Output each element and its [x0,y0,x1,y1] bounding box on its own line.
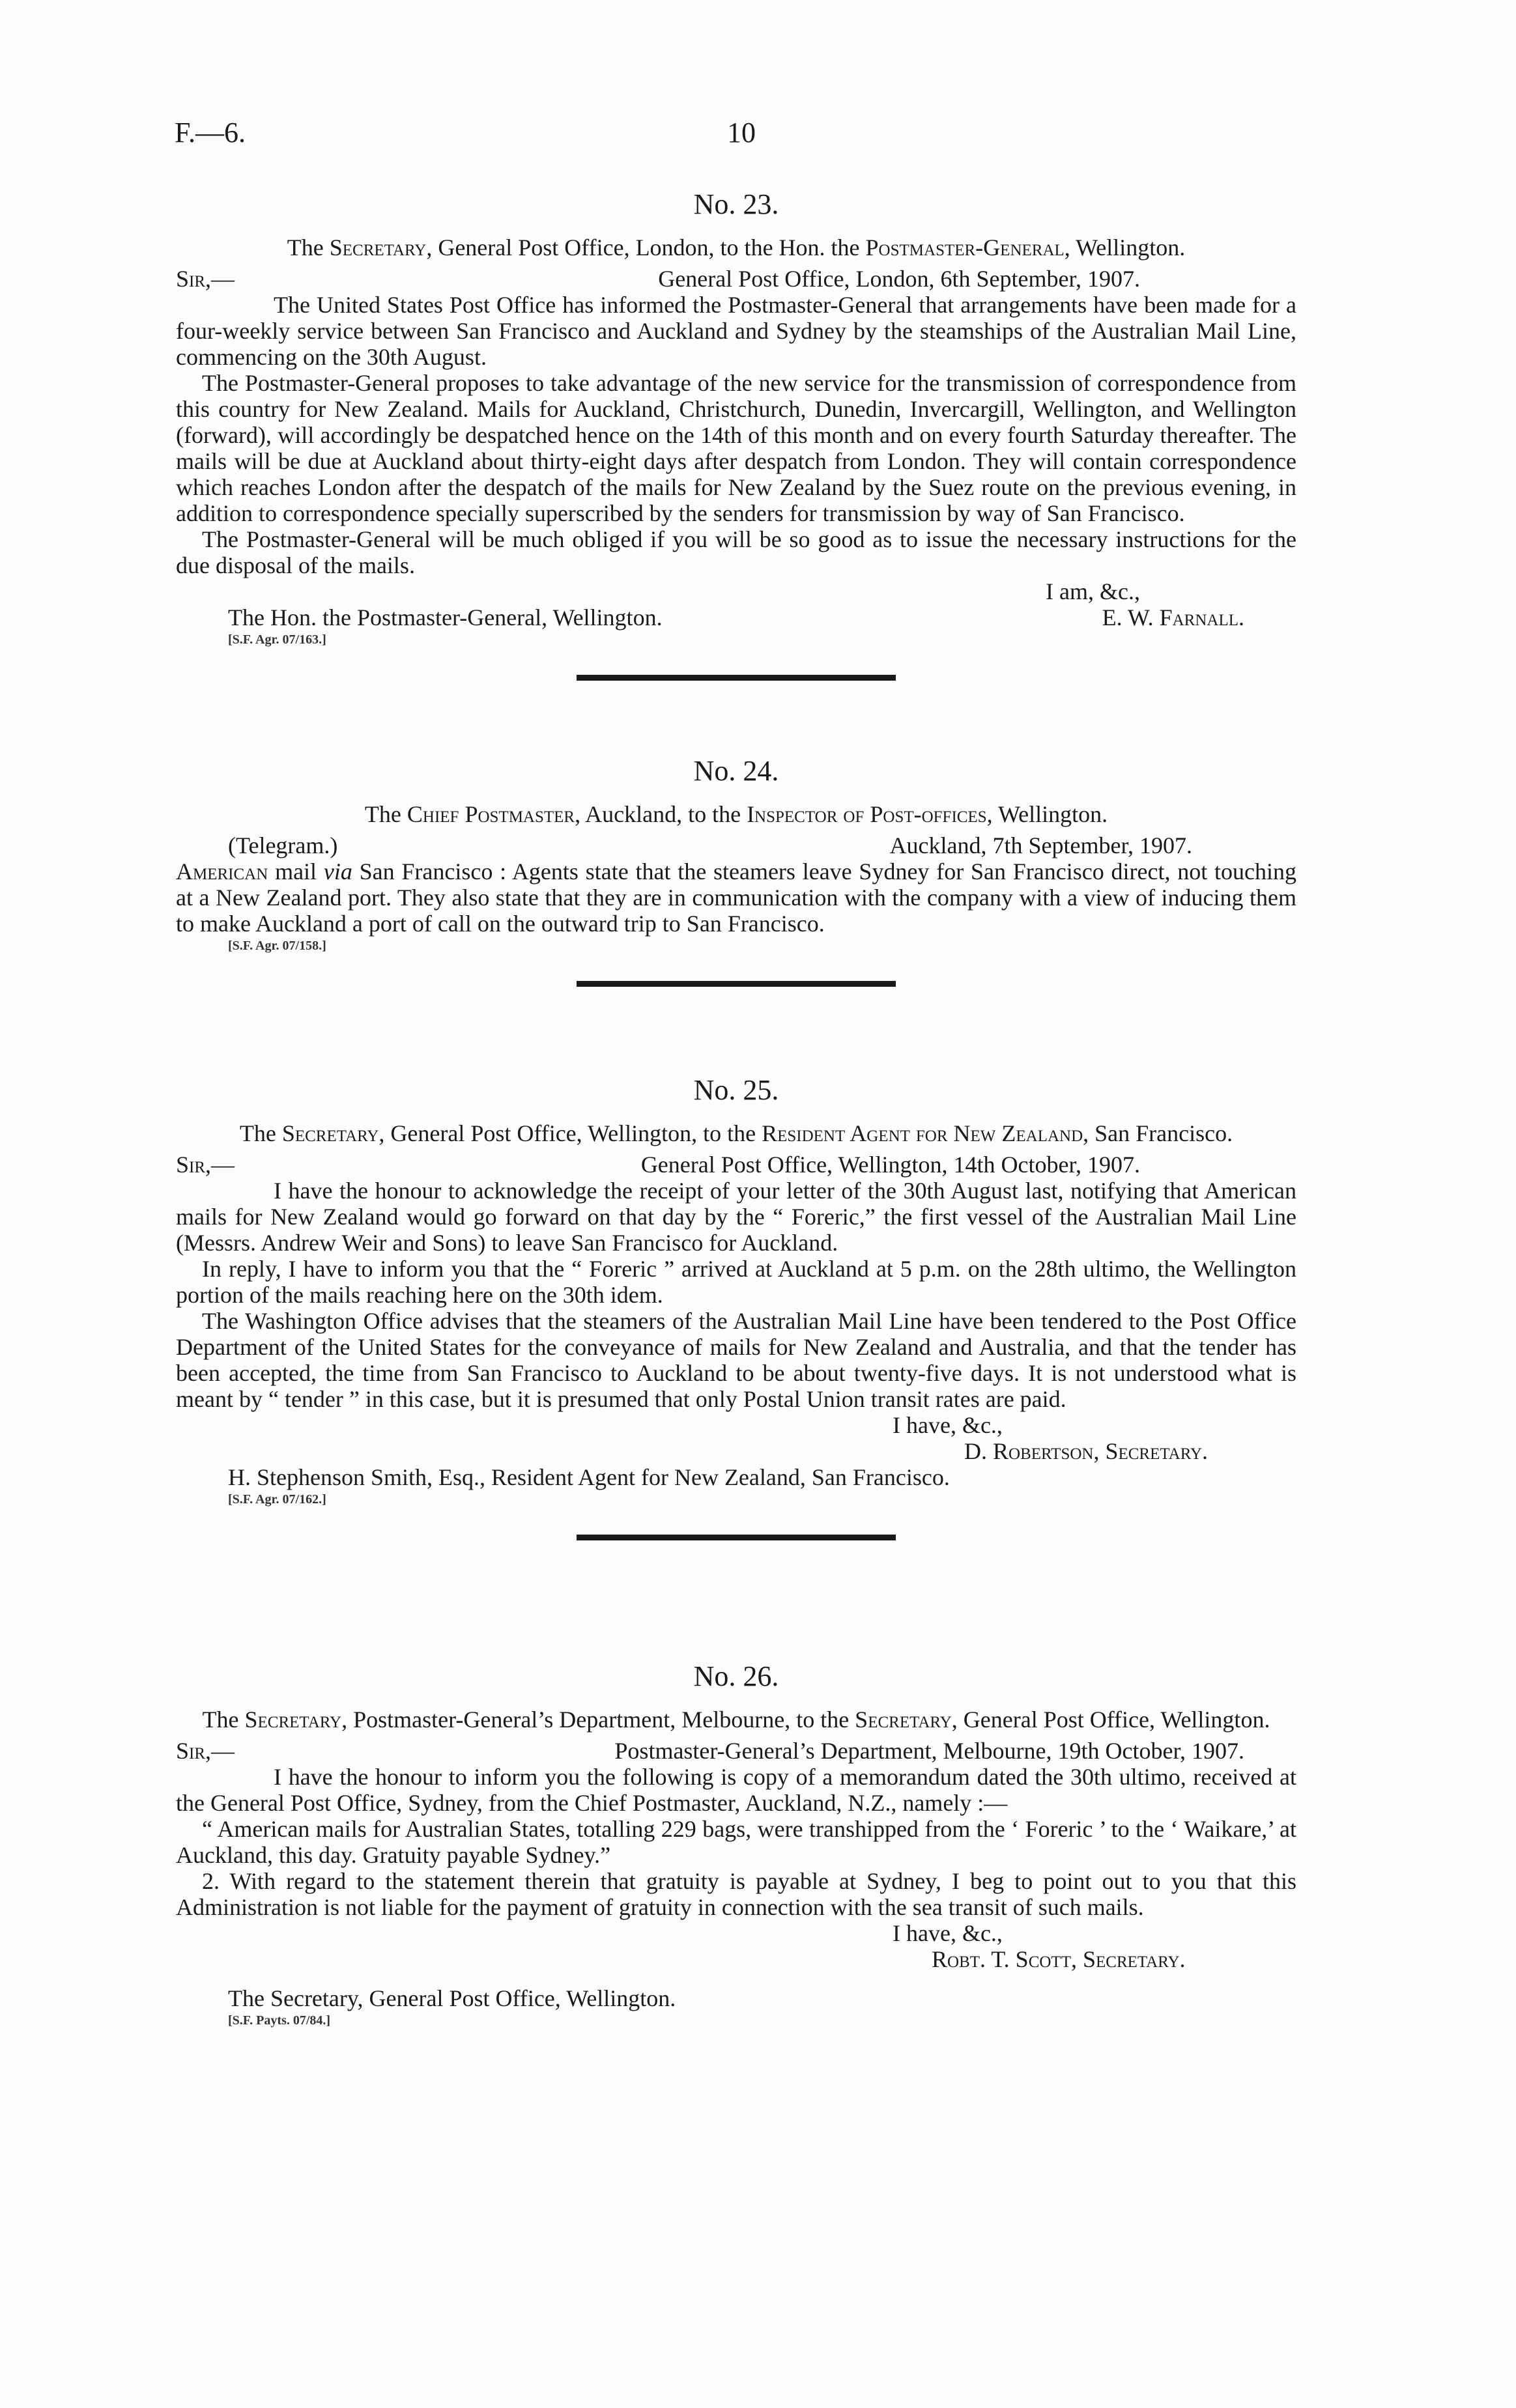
letter-number: No. 25. [693,1074,779,1106]
paragraph: “ American mails for Australian States, totalling 229 bags, were transhipped from the ‘ Foreric ’ to the ‘ Waikare,’ at Auckland, this day. Gratuity payable Sydney.” [176,1816,1296,1868]
recipient: The Secretary, General Post Office, Wellington. [228,1985,676,2011]
section-divider [577,1535,896,1540]
paragraph: The United States Post Office has informed the Postmaster-General that arrangements have been made for a four-weekly service between San Francisco and Auckland and Sydney by the steamships of the Australian Mail Line, commencing on the 30th August. [176,292,1296,370]
paragraph: I have the honour to acknowledge the receipt of your letter of the 30th August last, notifying that American mails for New Zealand would go forward on that day by the “ Foreric,” the first vessel of the Australian Mail Line (Messrs. Andrew Weir and Sons) to leave San Francisco for Auckland. [176,1178,1296,1256]
signature: D. Robertson, Secretary. [964,1438,1209,1464]
paragraph: The Washington Office advises that the steamers of the Australian Mail Line have been tendered to the Post Office Department of the United States for the conveyance of mails for New Zealand and Australia, and that the tender has been accepted, the time from San Francisco to Auckland to be about twenty-five days. It is not understood what is meant by “ tender ” in this case, but it is presumed that only Postal Union transit rates are paid. [176,1308,1296,1412]
closing: I have, &c., [893,1412,1003,1438]
dateline: General Post Office, London, 6th September, 1907. [658,266,1140,292]
letter-number: No. 24. [693,755,779,787]
recipient-row [176,604,1296,630]
letter-address: The Secretary, Postmaster-General’s Department, Melbourne, to the Secretary, General Post Office, Wellington. [202,1707,1270,1733]
letter-26 [176,1661,1296,2030]
paragraph: The Postmaster-General will be much obliged if you will be so good as to issue the necessary instructions for the due disposal of the mails. [176,526,1296,578]
file-reference: [S.F. Agr. 07/158.] [228,939,326,953]
letter-number: No. 23. [693,188,779,220]
closing: I am, &c., [1046,578,1140,604]
paragraph: In reply, I have to inform you that the “ Foreric ” arrived at Auckland at 5 p.m. on the 28th ultimo, the Wellington portion of the mails reaching here on the 30th idem. [176,1256,1296,1308]
paragraph: I have the honour to inform you the following is copy of a memorandum dated the 30th ultimo, received at the General Post Office, Sydney, from the Chief Postmaster, Auckland, N.Z., namely :— [176,1764,1296,1816]
signature: Robt. T. Scott, Secretary. [932,1946,1186,1972]
letter-25 [176,1075,1296,1540]
paragraph: 2. With regard to the statement therein that gratuity is payable at Sydney, I beg to point out to you that this Administration is not liable for the payment of gratuity in connection with the sea transit of such mails. [176,1868,1296,1920]
document-reference: F.—6. [175,117,246,149]
file-reference: [S.F. Payts. 07/84.] [228,2013,331,2028]
letter-24 [176,756,1296,987]
salutation: Sir,— [176,1738,235,1764]
file-reference: [S.F. Agr. 07/162.] [228,1492,326,1507]
dateline: Auckland, 7th September, 1907. [889,832,1192,858]
letter-address: The Secretary, General Post Office, Wellington, to the Resident Agent for New Zealand, San Francisco. [239,1120,1233,1146]
salutation: Sir,— [176,1152,235,1178]
section-divider [577,981,896,987]
salutation-line [176,1738,1296,1764]
telegram-label: (Telegram.) [228,832,338,858]
salutation-line [176,1152,1296,1178]
dateline: General Post Office, Wellington, 14th October, 1907. [640,1152,1140,1178]
closing-row [176,578,1296,604]
letter-23 [176,189,1296,681]
signature: E. W. Farnall. [1102,604,1244,630]
letter-number: No. 26. [693,1660,779,1692]
closing: I have, &c., [893,1920,1003,1946]
salutation: Sir,— [176,266,235,292]
section-divider [577,675,896,681]
salutation-line [176,266,1296,292]
file-reference: [S.F. Agr. 07/163.] [228,632,326,647]
dateline: Postmaster-General’s Department, Melbourne, 19th October, 1907. [614,1738,1244,1764]
page-number: 10 [727,117,756,149]
telegram-line [176,832,1296,858]
recipient: The Hon. the Postmaster-General, Wellington. [228,604,663,630]
letter-address: The Chief Postmaster, Auckland, to the Inspector of Post-offices, Wellington. [364,801,1108,827]
paragraph: The Postmaster-General proposes to take advantage of the new service for the transmission of correspondence from this country for New Zealand. Mails for Auckland, Christchurch, Dunedin, Invercargill, Wellington, and Wellington (forward), will accordingly be despatched hence on the 14th of this month and on every fourth Saturday thereafter. The mails will be due at Auckland about thirty-eight days after despatch from London. They will contain correspondence which reaches London after the despatch of the mails for New Zealand by the Suez route on the previous evening, in addition to correspondence specially superscribed by the senders for transmission by way of San Francisco. [176,370,1296,526]
letter-address: The Secretary, General Post Office, London, to the Hon. the Postmaster-General, Wellington. [287,234,1186,261]
paragraph: American mail via San Francisco : Agents state that the steamers leave Sydney for San Francisco direct, not touching at a New Zealand port. They also state that they are in communication with the company with a view of inducing them to make Auckland a port of call on the outward trip to San Francisco. [176,858,1297,937]
recipient: H. Stephenson Smith, Esq., Resident Agent for New Zealand, San Francisco. [228,1464,950,1490]
